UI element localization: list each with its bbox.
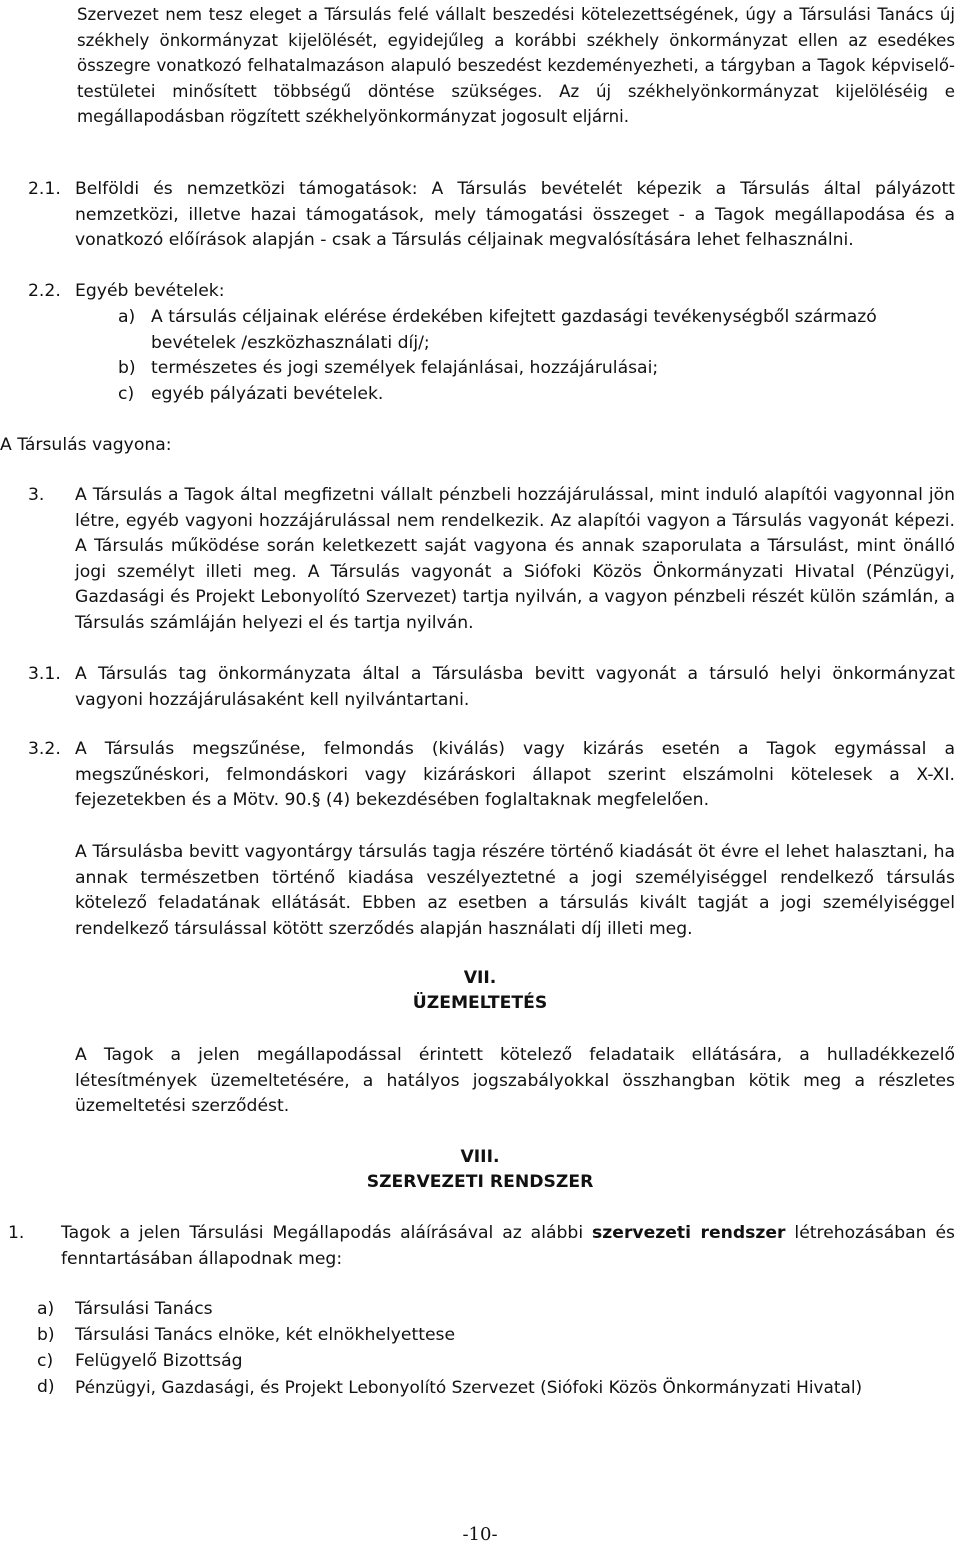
org-list-label: c) xyxy=(37,1351,54,1371)
section-2-1-paragraph xyxy=(75,177,955,254)
chapter-7-paragraph: A Tagok a jelen megállapodással érintett kötelező feladataik ellátására, a hulladékkezelő létesítmények üzemeltetésére, a hatályos jogszabályokkal összhangban kötik meg a részletes üzemeltetési szerződést. xyxy=(75,1045,955,1116)
section-3-1-paragraph: A Társulás tag önkormányzata által a Társulásba bevitt vagyonát a társuló helyi önkormányzat vagyoni hozzájárulásaként kell nyilvántartani. xyxy=(75,664,955,710)
intro-paragraph: Szervezet nem tesz eleget a Társulás felé vállalt beszedési kötelezettségének, úgy a Társulási Tanács új székhely önkormányzat kijelölését, egyidejűleg a korábbi székhely önkormányzat ellen az esedékes összegre vonatkozó felhatalmazáson alapuló beszedést kezdeményezheti, a tárgyban a Tagok képviselő-testületei minősített többségű döntése szükséges. Az új székhelyönkormányzat kijelöléséig e megállapodásban rögzített székhelyönkormányzat jogosult eljárni. xyxy=(77,5,955,126)
chapter-8-item-1-paragraph xyxy=(61,1221,955,1272)
chapter-7-roman: VII. xyxy=(463,968,497,988)
section-3-2-paragraph: A Társulás megszűnése, felmondás (kiválás) vagy kizárás esetén a Tagok egymással a megszűnéskori, felmondáskori vagy kizáráskori állapot szerint elszámolni kötelesek a X-XI. fejezetekben és a Mötv. 90.§ (4) bekezdésében foglaltaknak megfelelően. xyxy=(75,739,955,810)
section-2-2-title: Egyéb bevételek: xyxy=(75,281,225,301)
org-list-item: Társulási Tanács elnöke, két elnökhelyettese xyxy=(75,1325,456,1345)
org-list-item: Társulási Tanács xyxy=(75,1299,213,1319)
list-item-label: a) xyxy=(118,307,136,327)
section-3-number: 3. xyxy=(28,485,45,505)
org-list-label: a) xyxy=(37,1299,55,1319)
org-list-label: b) xyxy=(37,1325,55,1345)
section-3-paragraph: A Társulás a Tagok által megfizetni vállalt pénzbeli hozzájárulással, mint induló alapítói vagyonnal jön létre, egyéb vagyoni hozzájárulással nem rendelkezik. Az alapítói vagyon a Társulás vagyonát képezi. A Társulás működése során keletkezett saját vagyona és annak szaporulata a Társulást, mint önálló jogi személyt illeti meg. A Társulás vagyonát a Siófoki Közös Önkormányzati Hivatal (Pénzügyi, Gazdasági és Projekt Lebonyolító Szervezet) tartja nyilván, a vagyon pénzbeli részét külön számlán, a Társulás számláján helyezi el és tartja nyilván. xyxy=(75,485,955,633)
vagyon-heading: A Társulás vagyona: xyxy=(0,435,172,455)
list-item-text: A társulás céljainak elérése érdekében kifejtett gazdasági tevékenységből származó bevételek /eszközhasználati díj/; xyxy=(151,307,877,353)
section-2-1-text: Belföldi és nemzetközi támogatások: A Társulás bevételét képezik a Társulás által pályázott nemzetközi, illetve hazai támogatások, mely támogatási összeget - a Tagok megállapodása és a vonatkozó előírások alapján - csak a Társulás céljainak megvalósítására lehet felhasználni. xyxy=(75,179,955,250)
chapter-8-roman: VIII. xyxy=(460,1147,500,1167)
page-number: -10- xyxy=(462,1524,498,1545)
chapter-8-text-before: Tagok a jelen Társulási Megállapodás aláírásával az alábbi xyxy=(61,1223,593,1243)
list-item-label: c) xyxy=(118,384,135,404)
chapter-8-bold-term: szervezeti rendszer xyxy=(592,1223,786,1243)
list-item-label: b) xyxy=(118,358,136,378)
list-item-text: egyéb pályázati bevételek. xyxy=(151,384,384,404)
section-3-2-paragraph-2: A Társulásba bevitt vagyontárgy társulás tagja részére történő kiadását öt évre el lehet halasztani, ha annak természetben történő kiadása veszélyeztetné a jogi személyiséggel rendelkező társulás kötelező feladatának ellátását. Ebben az esetben a társulás kivált tagját a jogi személyiséggel rendelkező társulással kötött szerződés alapján használati díj illeti meg. xyxy=(75,842,955,939)
org-list-item: Pénzügyi, Gazdasági, és Projekt Lebonyolító Szervezet (Siófoki Közös Önkormányzati Hivatal) xyxy=(75,1377,863,1397)
list-item-text: természetes és jogi személyek felajánlásai, hozzájárulásai; xyxy=(151,358,659,378)
chapter-8-text-after: létrehozásában és fenntartásában állapodnak meg: xyxy=(61,1223,956,1269)
section-3-2-number: 3.2. xyxy=(28,739,61,759)
org-list-label: d) xyxy=(37,1377,55,1397)
chapter-7-title: ÜZEMELTETÉS xyxy=(412,993,548,1013)
chapter-8-title: SZERVEZETI RENDSZER xyxy=(366,1172,594,1192)
section-2-1-number: 2.1. xyxy=(28,179,61,199)
org-list-item: Felügyelő Bizottság xyxy=(75,1351,243,1371)
section-2-2-number: 2.2. xyxy=(28,281,61,301)
chapter-8-item-1-number: 1. xyxy=(8,1223,25,1243)
section-3-1-number: 3.1. xyxy=(28,664,61,684)
